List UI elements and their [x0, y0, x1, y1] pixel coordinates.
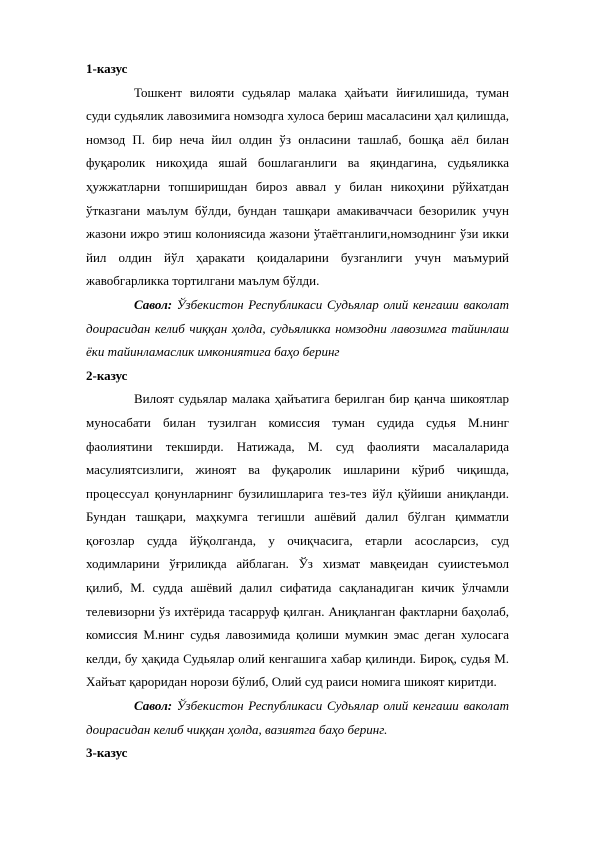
case-1-question-text: Ўзбекистон Республикаси Судьялар олий кенгаши ваколат доирасидан келиб чиққан ҳолда, судьяликка номзодни лавозимга тайинлаш ёки тайинламаслик имкониятига баҳо беринг [86, 296, 510, 360]
case-1-heading: 1-казус [86, 61, 128, 76]
case-2-question-text: Ўзбекистон Республикаси Судьялар олий кенгаши ваколат доирасидан келиб чиққан ҳолда, вазиятга баҳо беринг. [86, 698, 510, 737]
case-2-question-label: Савол: [134, 698, 173, 714]
case-3-heading: 3-казус [86, 745, 128, 761]
case-1-body: Тошкент вилояти судьялар малака ҳайъати йиғилишида, туман суди судьялик лавозимига номзодга хулоса бериш масаласини ҳал қилишда, номзод П. бир неча йил олдин ўз онласини ташлаб, бошқа аёл билан фуқаролик никоҳида яшай бошлаганлиги ва яқиндагина, судьяликка ҳужжатларни топширишдан бироз аввал у билан никоҳини рўйхатдан ўтказгани маълум бўлди, бундан ташқари амакиваччаси безорилик учун жазони ижро этиш колониясида жазони ўтаётганлиги,номзоднинг ўзи икки йил олдин йўл ҳаракати қоидаларини бузганлиги учун маъмурий жавобгарликка тортилгани маълум бўлди. [86, 84, 509, 289]
case-2-question [86, 694, 509, 741]
case-1-question-label: Савол: [134, 296, 173, 312]
case-2-body: Вилоят судьялар малака ҳайъатига берилган бир қанча шикоятлар муносабати билан тузилган комиссия туман судида судья М.нинг фаолиятини текширди. Натижада, М. суд фаолияти масалаларида масулиятсизлиги, жиноят ва фуқаролик ишларини кўриб чиқишда, процессуал қонунларнинг бузилишларига тез-тез йўл қўйиши аниқланди. Бундан ташқари, маҳкумга тегишли ашёвий далил бўлган қимматли қоғозлар судда йўқолганда, у очиқчасига, етарли асосларсиз, суд ходимларини ўғриликда айблаган. Ўз хизмат мавқеидан суиистеъмол қилиб, М. судда ашёвий далил сифатида сақланадиган кичик ўлчамли телевизорни ўз ихтёрида тасарруф қилган. Аниқланган фактларни баҳолаб, комиссия М.нинг судья лавозимида қолиши мумкин эмас деган хулосага келди, бу ҳақида Судьялар олий кенгашига хабар қилинди. Бироқ, судья М. Хайъат қароридан норози бўлиб, Олий суд раиси номига шикоят киритди. [86, 391, 509, 690]
document-content [86, 57, 509, 765]
case-1-question [86, 293, 509, 364]
case-2-heading: 2-казус [86, 367, 128, 383]
